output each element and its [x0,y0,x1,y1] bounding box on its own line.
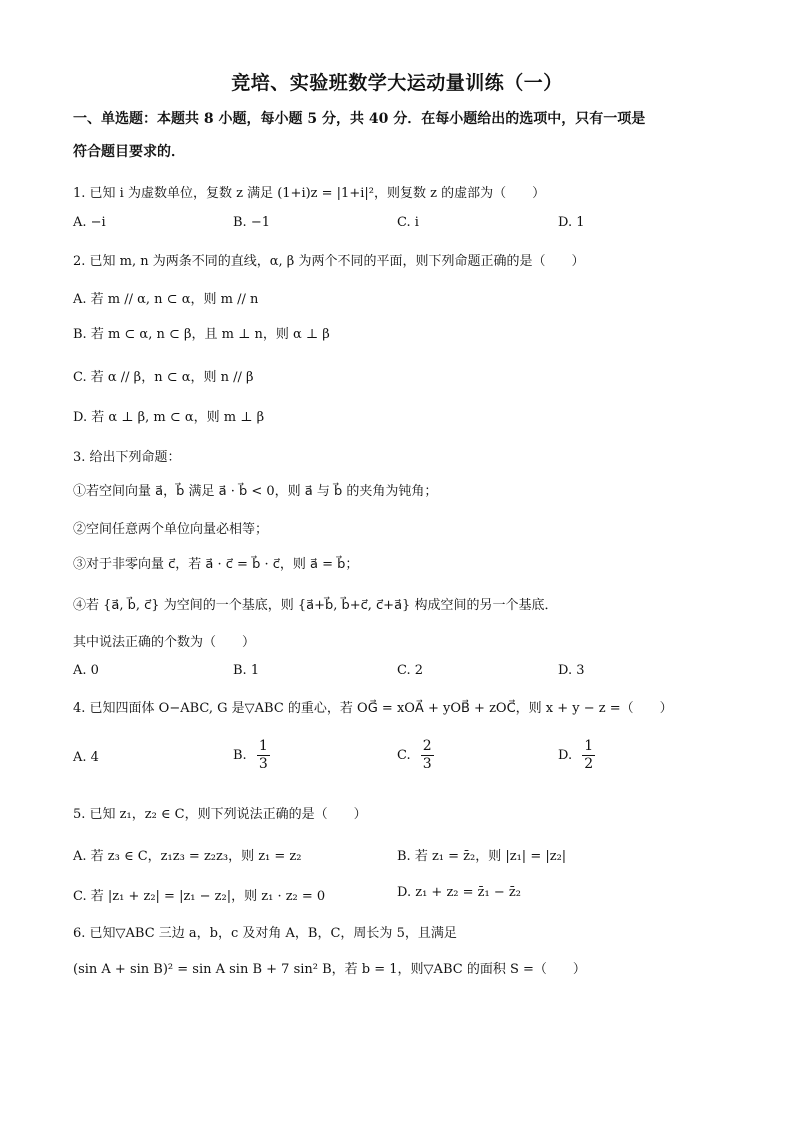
q3-stem: 3. 给出下列命题： [73,450,181,465]
q4-option-c [397,738,434,773]
q4-option-c-fraction [421,738,434,773]
q3-statement-3: ③对于非零向量 c⃗，若 a⃗ · c⃗ = b⃗ · c⃗，则 a⃗ = b⃗； [73,557,359,572]
q2-stem: 2. 已知 m, n 为两条不同的直线，α, β 为两个不同的平面，则下列命题正确的是（ ） [73,254,585,269]
q5-option-a: A. 若 z₃ ∈ C，z₁z₃ = z₂z₃，则 z₁ = z₂ [73,849,302,864]
q4-option-c-numerator: 2 [422,738,432,754]
q4-option-b [233,738,270,773]
q5-option-d: D. z₁ + z₂ = z̄₁ − z̄₂ [397,885,521,900]
q4-option-b-denominator: 3 [258,756,268,772]
q5-stem: 5. 已知 z₁，z₂ ∈ C，则下列说法正确的是（ ） [73,807,367,822]
q4-option-d [558,738,595,773]
q6-stem-formula: (sin A + sin B)² = sin A sin B + 7 sin² B，若 b = 1，则▽ABC 的面积 S =（ ） [73,962,586,977]
q2-option-b: B. 若 m ⊂ α, n ⊂ β，且 m ⊥ n，则 α ⊥ β [73,327,330,342]
q3-statement-2: ②空间任意两个单位向量必相等； [73,522,269,537]
q4-option-a: A. 4 [73,750,99,765]
q2-option-d: D. 若 α ⊥ β, m ⊂ α，则 m ⊥ β [73,410,265,425]
q1-option-d: D. 1 [558,215,585,230]
section-heading-line2: 符合题目要求的． [73,144,185,160]
q4-option-d-fraction [582,738,595,773]
q3-option-d: D. 3 [558,663,585,678]
q4-option-d-numerator: 1 [584,738,594,754]
q1-option-c: C. i [397,215,419,230]
q4-option-d-label: D. [558,748,573,763]
q3-statement-4: ④若 {a⃗, b⃗, c⃗} 为空间的一个基底，则 {a⃗+b⃗, b⃗+c⃗, c⃗+a⃗} 构成空间的另一个基底． [73,598,558,613]
q4-option-d-denominator: 2 [584,756,594,772]
q4-option-b-fraction [257,738,270,773]
q4-option-b-numerator: 1 [258,738,268,754]
q3-option-b: B. 1 [233,663,260,678]
q5-option-c: C. 若 |z₁ + z₂| = |z₁ − z₂|，则 z₁ · z₂ = 0 [73,889,326,904]
q3-option-c: C. 2 [397,663,424,678]
q3-option-a: A. 0 [73,663,99,678]
q4-option-c-denominator: 3 [422,756,432,772]
q6-stem: 6. 已知▽ABC 三边 a，b，c 及对角 A，B，C，周长为 5，且满足 [73,926,457,941]
section-heading-line1: 一、单选题：本题共 8 小题，每小题 5 分，共 40 分．在每小题给出的选项中，只有一项是 [73,111,646,127]
q4-option-c-label: C. [397,748,411,763]
q4-option-b-label: B. [233,748,247,763]
q3-statement-1: ①若空间向量 a⃗，b⃗ 满足 a⃗ · b⃗ < 0，则 a⃗ 与 b⃗ 的夹角为钝角； [73,484,438,499]
page-title: 竞培、实验班数学大运动量训练（一） [231,72,563,94]
q1-option-b: B. −1 [233,215,270,230]
q1-stem: 1. 已知 i 为虚数单位，复数 z 满足 (1+i)z = |1+i|²，则复数 z 的虚部为（ ） [73,186,546,201]
q1-option-a: A. −i [73,215,106,230]
q2-option-c: C. 若 α // β，n ⊂ α，则 n // β [73,370,254,385]
q2-option-a: A. 若 m // α, n ⊂ α，则 m // n [73,292,259,307]
q4-stem: 4. 已知四面体 O−ABC, G 是▽ABC 的重心，若 OG⃗ = xOA⃗ + yOB⃗ + zOC⃗，则 x + y − z =（ ） [73,701,673,716]
q3-question: 其中说法正确的个数为（ ） [73,635,256,650]
q5-option-b: B. 若 z₁ = z̄₂，则 |z₁| = |z₂| [397,849,567,864]
